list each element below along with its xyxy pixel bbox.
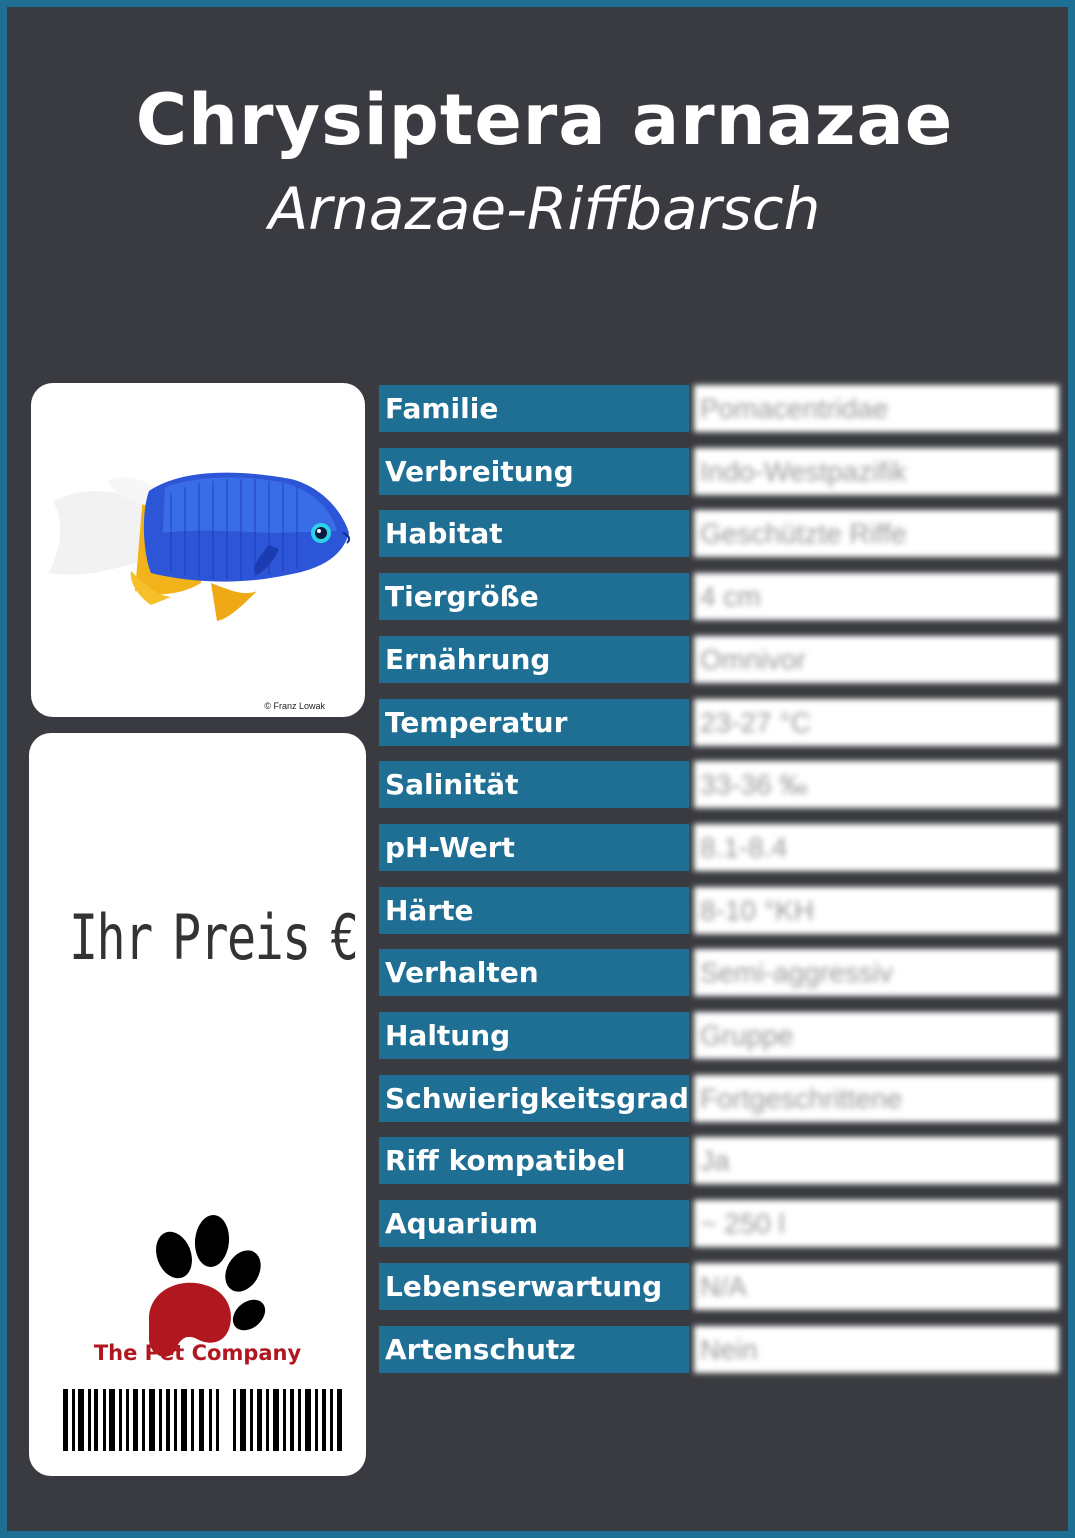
fact-row [379, 699, 1060, 746]
fact-label: Habitat [379, 510, 689, 557]
fact-row [379, 385, 1060, 432]
barcode-icon [63, 1389, 343, 1455]
fact-row [379, 949, 1060, 996]
fact-row [379, 1075, 1060, 1122]
fact-value: 8.1-8.4 [694, 824, 1059, 871]
fact-row [379, 824, 1060, 871]
fact-value: Omnivor [694, 636, 1059, 683]
fact-label: Familie [379, 385, 689, 432]
fact-value: 23-27 °C [694, 699, 1059, 746]
fact-label: Tiergröße [379, 573, 689, 620]
fact-value: 33-36 ‰ [694, 761, 1059, 808]
common-name: Arnazae-Riffbarsch [268, 175, 821, 243]
fact-row [379, 1263, 1060, 1310]
fact-label: Aquarium [379, 1200, 689, 1247]
fact-label: Verhalten [379, 949, 689, 996]
price-word-1: Ihr [69, 901, 152, 974]
fact-label: Lebenserwartung [379, 1263, 689, 1310]
photo-panel [31, 383, 365, 717]
price-label [69, 901, 358, 974]
fact-row [379, 636, 1060, 683]
fact-value: 8-10 °KH [694, 887, 1059, 934]
fact-label: Artenschutz [379, 1326, 689, 1373]
fact-label: Ernährung [379, 636, 689, 683]
fact-value: Pomacentridae [694, 385, 1059, 432]
fact-value: Fortgeschrittene [694, 1075, 1059, 1122]
price-word-2: Preis [171, 901, 310, 974]
fact-label: pH-Wert [379, 824, 689, 871]
fact-value: N/A [694, 1263, 1059, 1310]
fact-row [379, 1137, 1060, 1184]
fact-value: ~ 250 l [694, 1200, 1059, 1247]
fact-row [379, 1200, 1060, 1247]
fact-label: Schwierigkeitsgrad [379, 1075, 689, 1122]
fact-row [379, 573, 1060, 620]
fact-label: Härte [379, 887, 689, 934]
fact-label: Temperatur [379, 699, 689, 746]
fact-label: Salinität [379, 761, 689, 808]
fact-row [379, 761, 1060, 808]
fact-label: Verbreitung [379, 448, 689, 495]
fact-value: Indo-Westpazifik [694, 448, 1059, 495]
fact-value: 4 cm [694, 573, 1059, 620]
euro-sign: € [330, 901, 358, 974]
company-name: The Pet Company [93, 1341, 302, 1365]
fact-label: Riff kompatibel [379, 1137, 689, 1184]
fact-row [379, 510, 1060, 557]
fact-value: Geschützte Riffe [694, 510, 1059, 557]
fact-value: Nein [694, 1326, 1059, 1373]
fact-value: Semi-aggressiv [694, 949, 1059, 996]
fact-value: Gruppe [694, 1012, 1059, 1059]
photo-credit: © Franz Lowak [264, 701, 325, 711]
blue-damselfish-icon [31, 383, 365, 717]
fact-label: Haltung [379, 1012, 689, 1059]
fact-row [379, 448, 1060, 495]
fact-row [379, 1012, 1060, 1059]
fact-row [379, 887, 1060, 934]
price-panel [29, 733, 366, 1476]
species-title: Chrysiptera arnazae [135, 79, 954, 161]
fact-row [379, 1326, 1060, 1373]
fact-value: Ja [694, 1137, 1059, 1184]
